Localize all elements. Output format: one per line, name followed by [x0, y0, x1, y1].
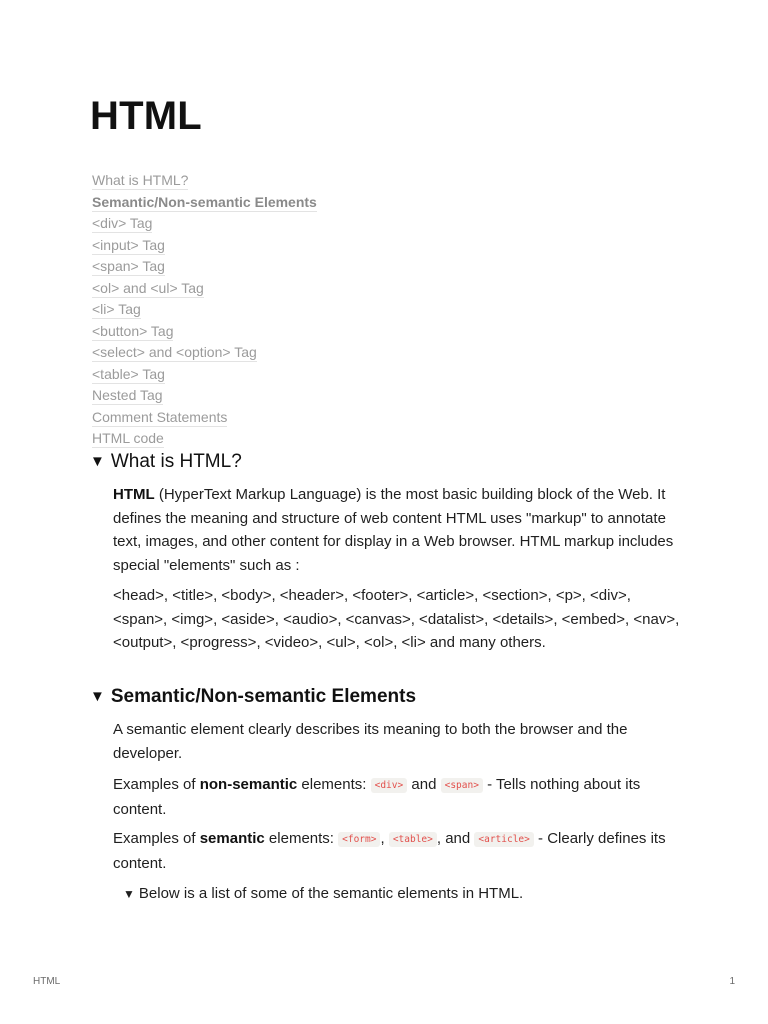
- text-fragment: elements:: [297, 776, 371, 793]
- text-fragment: elements:: [264, 830, 339, 847]
- toc-link-nested-tag[interactable]: Nested Tag: [92, 387, 163, 403]
- semantic-bold-term: semantic: [199, 830, 265, 847]
- text-fragment: Examples of: [113, 776, 200, 793]
- toc-link-div-tag[interactable]: <div> Tag: [92, 215, 153, 231]
- section-heading-text: What is HTML?: [110, 451, 242, 472]
- collapse-triangle-icon[interactable]: ▼: [123, 887, 135, 901]
- non-semantic-examples-paragraph: [113, 773, 683, 821]
- toc-item: [92, 279, 412, 301]
- non-semantic-bold-term: non-semantic: [199, 776, 298, 793]
- toc-item: [92, 408, 412, 430]
- toc-link-ol-ul-tag[interactable]: <ol> and <ul> Tag: [92, 279, 204, 296]
- section-heading-semantic-elements: [90, 685, 416, 709]
- text-fragment: - Tells nothing about its content.: [113, 776, 641, 818]
- collapse-triangle-icon[interactable]: ▼: [90, 453, 105, 470]
- toc-link-html-code[interactable]: HTML code: [92, 430, 164, 446]
- toc-link-what-is-html[interactable]: What is HTML?: [92, 172, 189, 188]
- html-elements-list-paragraph: <head>, <title>, <body>, <header>, <footer>, <article>, <section>, <p>, <div>, <span>, <img>, <aside>, <audio>, <canvas>, <datalist>, <details>, <embed>, <nav>, <output>, <progress>, <video>, <ul>, <ol>, <li> and many others.: [113, 587, 680, 651]
- code-article: <article>: [474, 832, 533, 847]
- toc-link-li-tag[interactable]: <li> Tag: [92, 301, 141, 317]
- toc-item: [92, 429, 412, 451]
- toc-item: [92, 214, 412, 236]
- table-of-contents: [92, 171, 412, 451]
- toc-item: [92, 343, 412, 365]
- page-title: HTML: [90, 94, 202, 138]
- toc-link-span-tag[interactable]: <span> Tag: [92, 258, 165, 274]
- text-fragment: and: [407, 776, 441, 793]
- toc-link-input-tag[interactable]: <input> Tag: [92, 236, 165, 253]
- code-table: <table>: [389, 832, 437, 847]
- footer-document-title: HTML: [33, 976, 61, 987]
- section-heading-what-is-html: [90, 450, 242, 474]
- section-heading-text: Semantic/Non-semantic Elements: [110, 686, 417, 707]
- toc-item: [92, 365, 412, 387]
- toc-link-button-tag[interactable]: <button> Tag: [92, 322, 174, 339]
- toc-item: [92, 193, 412, 215]
- collapse-triangle-icon[interactable]: ▼: [90, 688, 105, 705]
- text-fragment: ,: [380, 830, 389, 847]
- semantic-elements-list-toggle: [123, 884, 523, 904]
- html-definition-paragraph: [113, 483, 683, 577]
- code-div: <div>: [371, 778, 408, 793]
- semantic-definition-paragraph: A semantic element clearly describes its meaning to both the browser and the developer.: [113, 721, 628, 762]
- toc-item: [92, 322, 412, 344]
- text-fragment: , and: [436, 830, 475, 847]
- text-fragment: - Clearly defines its content.: [113, 830, 666, 872]
- toggle-label: Below is a list of some of the semantic elements in HTML.: [138, 885, 524, 902]
- toc-item: [92, 300, 412, 322]
- toc-link-semantic-elements[interactable]: Semantic/Non-semantic Elements: [92, 193, 317, 210]
- code-form: <form>: [338, 832, 380, 847]
- toc-item: [92, 171, 412, 193]
- toc-item: [92, 386, 412, 408]
- html-bold-term: HTML: [113, 486, 155, 503]
- toc-link-comment-statements[interactable]: Comment Statements: [92, 408, 228, 425]
- text-fragment: Examples of: [113, 830, 200, 847]
- semantic-examples-paragraph: [113, 827, 683, 875]
- code-span: <span>: [441, 778, 483, 793]
- toc-link-select-option-tag[interactable]: <select> and <option> Tag: [92, 344, 257, 360]
- toc-link-table-tag[interactable]: <table> Tag: [92, 365, 165, 382]
- toc-item: [92, 257, 412, 279]
- footer-page-number: 1: [729, 976, 735, 987]
- html-definition-text: (HyperText Markup Language) is the most basic building block of the Web. It defines the meaning and structure of web content HTML uses "markup" to annotate text, images, and other content for display in a Web browser. HTML markup includes special "elements" such as :: [113, 486, 674, 574]
- toc-item: [92, 236, 412, 258]
